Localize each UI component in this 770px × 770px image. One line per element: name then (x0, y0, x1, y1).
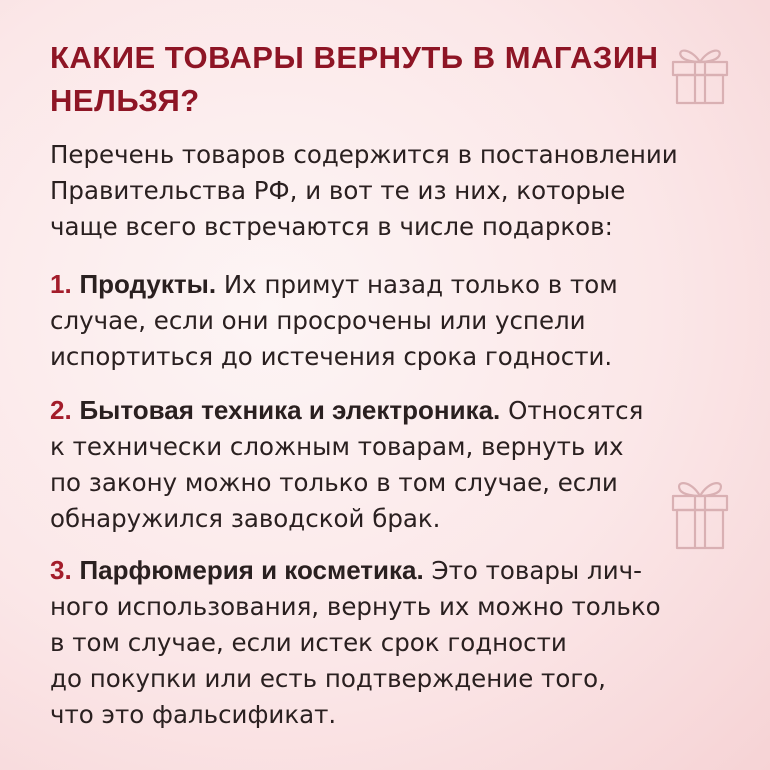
item-line: испортиться до истечения срока годности. (50, 342, 613, 371)
item-line: до покупки или есть подтверждение того, (50, 664, 606, 693)
gift-box-icon (667, 472, 733, 552)
item-text: Их примут назад только в том (216, 270, 618, 299)
item-number: 2. (50, 395, 72, 425)
item-title: Продукты. (79, 269, 217, 299)
item-2-first-line (50, 392, 643, 429)
title-line-2: НЕЛЬЗЯ? (50, 83, 200, 118)
item-products (50, 266, 618, 375)
title-line-1: КАКИЕ ТОВАРЫ ВЕРНУТЬ В МАГАЗИН (50, 40, 659, 75)
item-title: Парфюмерия и косметика. (79, 555, 424, 585)
item-cosmetics (50, 552, 661, 733)
intro-line-3: чаще всего встречаются в числе подарков: (50, 212, 613, 241)
intro-paragraph (50, 137, 678, 245)
item-electronics (50, 392, 643, 537)
item-line: что это фальсификат. (50, 700, 337, 729)
item-line: обнаружился заводской брак. (50, 504, 441, 533)
item-line: к технически сложным товарам, вернуть их (50, 432, 624, 461)
item-line: в том случае, если истек срок годности (50, 628, 567, 657)
intro-line-2: Правительства РФ, и вот те из них, которые (50, 176, 626, 205)
item-1-first-line (50, 266, 618, 303)
item-text: Это товары лич- (423, 556, 642, 585)
item-3-first-line (50, 552, 661, 589)
item-line: случае, если они просрочены или успели (50, 306, 586, 335)
item-number: 3. (50, 555, 72, 585)
gift-box-icon (667, 38, 733, 106)
item-title: Бытовая техника и электроника. (79, 395, 501, 425)
intro-line-1: Перечень товаров содержится в постановлении (50, 140, 678, 169)
item-line: по закону можно только в том случае, если (50, 468, 618, 497)
item-line: ного использования, вернуть их можно только (50, 592, 661, 621)
item-number: 1. (50, 269, 72, 299)
item-text: Относятся (500, 396, 644, 425)
page-title (50, 36, 659, 122)
